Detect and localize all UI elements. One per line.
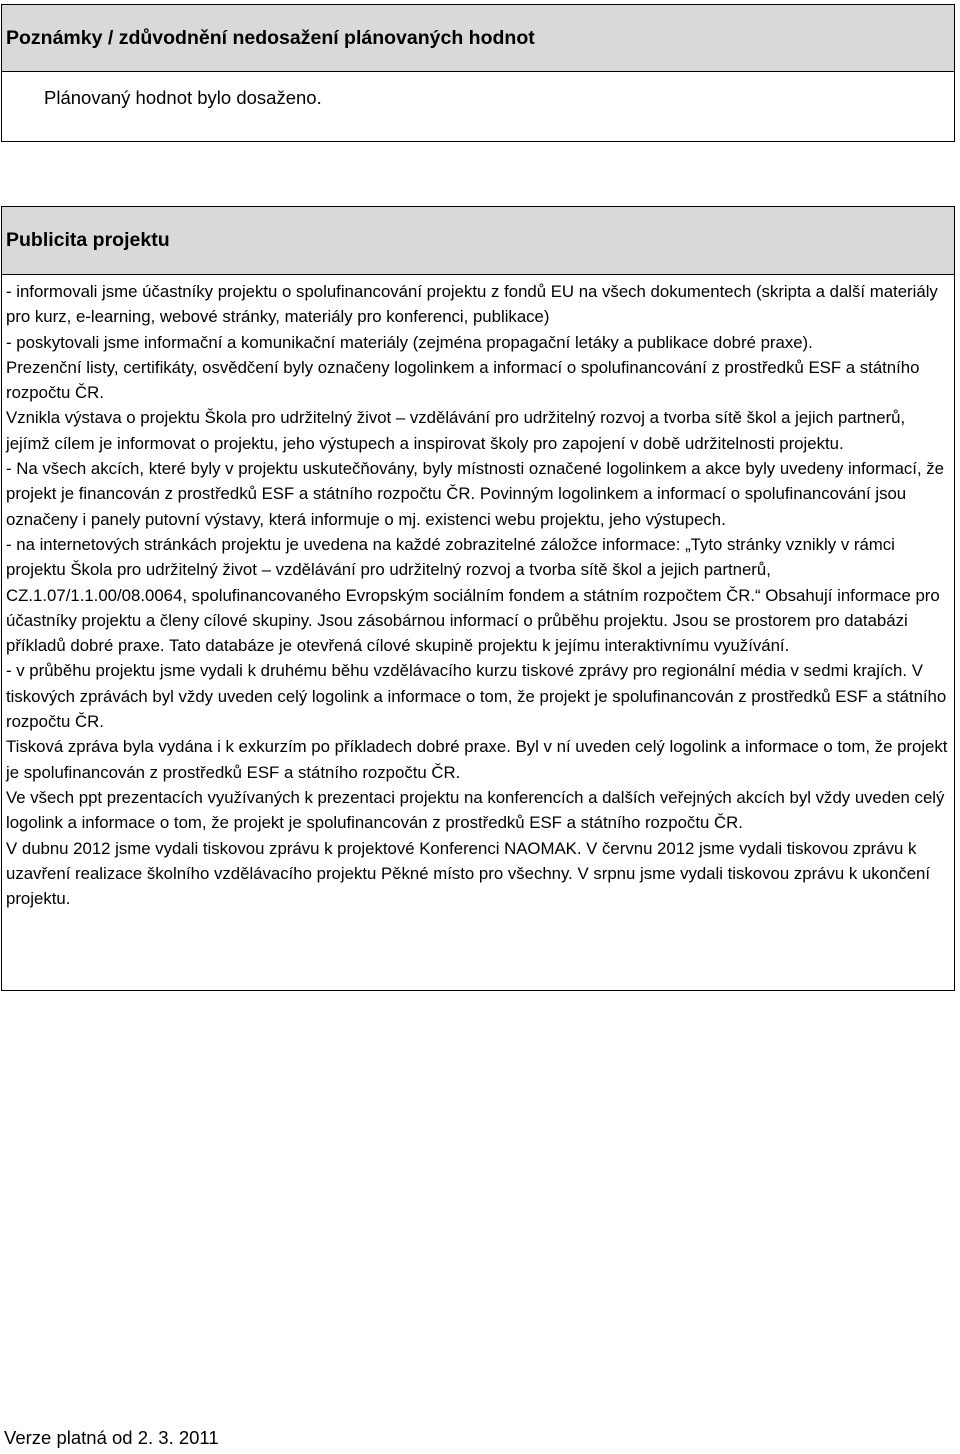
publicity-paragraph: - poskytovali jsme informační a komunikační materiály (zejména propagační letáky a publikace dobré praxe). bbox=[6, 332, 813, 352]
publicity-paragraph: Prezenční listy, certifikáty, osvědčení byly označeny logolinkem a informací o spolufinancování z prostředků ESF a státního rozpočtu ČR. bbox=[6, 357, 920, 403]
publicity-section bbox=[1, 206, 955, 991]
notes-text: Plánovaný hodnot bylo dosaženo. bbox=[44, 87, 322, 108]
publicity-paragraph: Vznikla výstava o projektu Škola pro udržitelný život – vzdělávání pro udržitelný rozvoj a tvorba sítě škol a jejich partnerů, jejímž cílem je informovat o projektu, jeho výstupech a inspirovat školy pro zapojení v době udržitelnosti projektu. bbox=[6, 408, 906, 453]
publicity-paragraph: - v průběhu projektu jsme vydali k druhému běhu vzdělávacího kurzu tiskové zprávy pro regionální média v sedmi krajích. V tiskových zprávách byl vždy uveden celý logolink a informace o tom, že projekt je spolufinancován z prostředků ESF a státního rozpočtu ČR. bbox=[6, 661, 947, 732]
notes-section bbox=[1, 4, 955, 142]
version-footer: Verze platná od 2. 3. 2011 bbox=[4, 1427, 219, 1448]
publicity-paragraph: Ve všech ppt prezentacích využívaných k prezentaci projektu na konferencích a dalších veřejných akcích byl vždy uveden celý logolink a informace o tom, že projekt je spolufinancován z prostředků ESF a státního rozpočtu ČR. bbox=[6, 787, 945, 833]
publicity-paragraph: Tisková zpráva byla vydána i k exkurzím po příkladech dobré praxe. Byl v ní uveden celý logolink a informace o tom, že projekt je spolufinancován z prostředků ESF a státního rozpočtu ČR. bbox=[6, 737, 948, 782]
publicity-paragraph: - na internetových stránkách projektu je uvedena na každé zobrazitelné záložce informace: „Tyto stránky vznikly v rámci projektu Škola pro udržitelný život – vzdělávání pro udržitelný rozvoj a tvorba sítě škol a jejich partnerů, CZ.1.07/1.1.00/08.0064, spolufinancovaného Evropským sociálním fondem a státním rozpočtem ČR.“ Obsahují informace pro účastníky projektu a členy cílové skupiny. Jsou zásobárnou informací o průběhu projektu. Jsou se prostorem pro databázi příkladů dobré praxe. Tato databáze je otevřená cílové skupině projektu k jejímu interaktivnímu využívání. bbox=[6, 534, 940, 656]
publicity-heading: Publicita projektu bbox=[2, 207, 954, 275]
publicity-paragraph: V dubnu 2012 jsme vydali tiskovou zprávu k projektové Konferenci NAOMAK. V červnu 2012 jsme vydali tiskovou zprávu k uzavření realizace školního vzdělávacího projektu Pěkné místo pro všechny. V srpnu jsme vydali tiskovou zprávu k ukončení projektu. bbox=[6, 838, 931, 909]
publicity-paragraph: - informovali jsme účastníky projektu o spolufinancování projektu z fondů EU na všech dokumentech (skripta a další materiály pro kurz, e-learning, webové stránky, materiály pro konferenci, publikace) bbox=[6, 282, 938, 327]
publicity-paragraph: - Na všech akcích, které byly v projektu uskutečňovány, byly místnosti označené logolinkem a akce byly uvedeny informací, že projekt je financován z prostředků ESF a státního rozpočtu ČR. Povinným logolinkem a informací o spolufinancování jsou označeny i panely putovní výstavy, která informuje o mj. existenci webu projektu, jeho výstupech. bbox=[6, 459, 945, 529]
publicity-body bbox=[2, 275, 954, 911]
notes-heading: Poznámky / zdůvodnění nedosažení plánovaných hodnot bbox=[2, 5, 954, 72]
